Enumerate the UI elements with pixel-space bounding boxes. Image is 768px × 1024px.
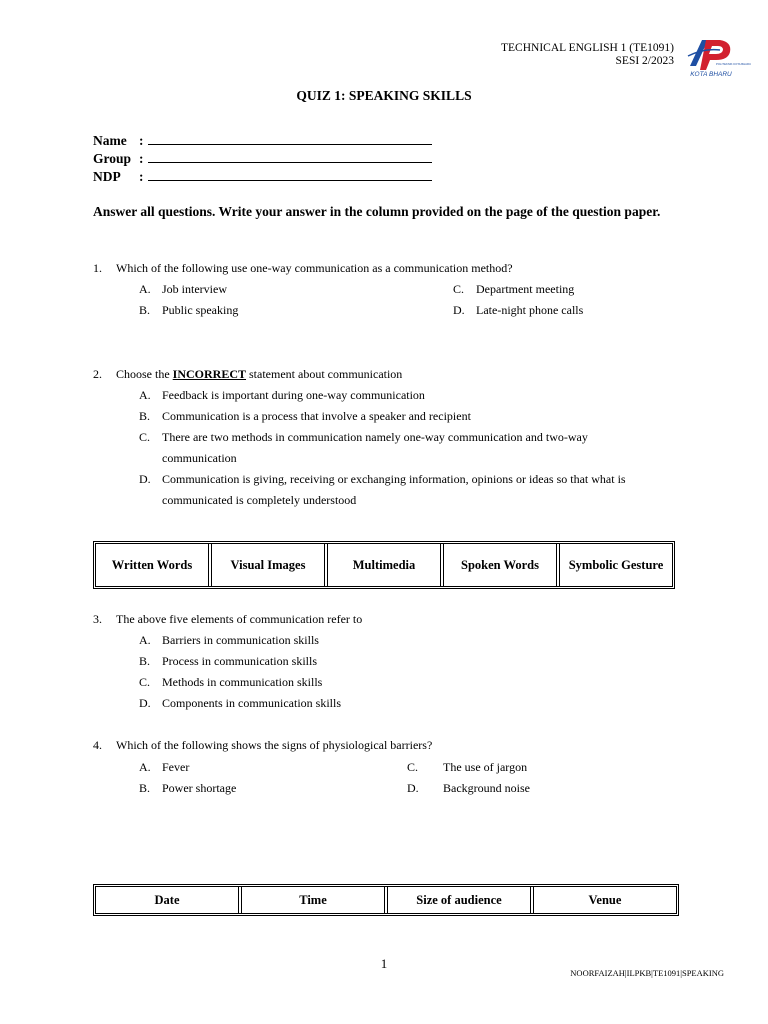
- table-cell: Written Words: [96, 544, 212, 586]
- q3-option-c: Methods in communication skills: [162, 675, 323, 689]
- institution-logo: [686, 36, 752, 78]
- question-2-text: Choose the INCORRECT statement about communication: [116, 367, 403, 381]
- q3-option-b: Process in communication skills: [162, 654, 317, 668]
- name-label: Name: [93, 133, 127, 148]
- q2-option-b: Communication is a process that involve a speaker and recipient: [162, 409, 471, 423]
- table-cell: Venue: [588, 892, 622, 907]
- q2-option-d-cont: communicated is completely understood: [162, 493, 357, 507]
- page-number: 1: [380, 956, 388, 971]
- q3-option-c-letter: C.: [139, 675, 151, 689]
- q1-option-b: Public speaking: [162, 303, 239, 317]
- q3-option-a-letter: A.: [139, 633, 151, 647]
- q4-option-a: Fever: [162, 760, 190, 774]
- q4-option-b-letter: B.: [139, 781, 151, 795]
- ndp-label: NDP: [93, 169, 121, 184]
- table-cell: Multimedia: [328, 544, 444, 586]
- name-field[interactable]: Name :: [93, 133, 432, 149]
- instructions: Answer all questions. Write your answer in the column provided on the page of the question paper.: [93, 204, 661, 219]
- question-4-text: Which of the following shows the signs of physiological barriers?: [116, 738, 433, 752]
- q1-option-d: Late-night phone calls: [476, 303, 584, 317]
- q1-option-b-letter: B.: [139, 303, 151, 317]
- question-3-number: 3.: [93, 612, 102, 626]
- q4-option-c-letter: C.: [407, 760, 419, 774]
- quiz-title: QUIZ 1: SPEAKING SKILLS: [296, 88, 472, 103]
- q4-option-d: Background noise: [443, 781, 530, 795]
- table-cell: Symbolic Gesture: [568, 557, 664, 572]
- q4-option-c: The use of jargon: [443, 760, 528, 774]
- table-cell: Date: [96, 887, 242, 913]
- q4-option-d-letter: D.: [407, 781, 419, 795]
- group-line: [148, 151, 432, 163]
- footer-text: NOORFAIZAH|ILPKB|TE1091|SPEAKING: [570, 968, 724, 978]
- session-label: SESI 2/2023: [615, 55, 674, 67]
- q3-option-a: Barriers in communication skills: [162, 633, 319, 647]
- course-title: TECHNICAL ENGLISH 1 (TE1091): [500, 42, 674, 54]
- question-1-text: Which of the following use one-way communication as a communication method?: [116, 261, 513, 275]
- question-1-number: 1.: [93, 261, 102, 275]
- q1-option-a: Job interview: [162, 282, 227, 296]
- q4-option-a-letter: A.: [139, 760, 151, 774]
- q1-option-c-letter: C.: [453, 282, 465, 296]
- q2-option-d: Communication is giving, receiving or exchanging information, opinions or ideas so that what is: [162, 472, 626, 486]
- q2-option-a-letter: A.: [139, 388, 151, 402]
- speech-details-table: [93, 884, 679, 916]
- q3-option-b-letter: B.: [139, 654, 151, 668]
- question-4-number: 4.: [93, 738, 102, 752]
- q2-option-d-letter: D.: [139, 472, 151, 486]
- ndp-line: [148, 169, 432, 181]
- q2-option-c-cont: communication: [162, 451, 237, 465]
- group-field[interactable]: Group :: [93, 151, 432, 167]
- logo-small-text: POLITEKNIK KOTA BHARU: [716, 62, 752, 66]
- q2-option-c-letter: C.: [139, 430, 151, 444]
- table-cell: Time: [242, 887, 388, 913]
- q1-option-c: Department meeting: [476, 282, 575, 296]
- document-header: [501, 42, 674, 68]
- question-3-text: The above five elements of communication refer to: [116, 612, 363, 626]
- ndp-field[interactable]: NDP :: [93, 169, 432, 185]
- q1-option-d-letter: D.: [453, 303, 465, 317]
- communication-elements-table: [93, 541, 675, 589]
- q1-option-a-letter: A.: [139, 282, 151, 296]
- incorrect-emphasis: INCORRECT: [172, 367, 247, 381]
- q2-option-c: There are two methods in communication namely one-way communication and two-way: [162, 430, 588, 444]
- q2-option-a: Feedback is important during one-way communication: [162, 388, 425, 402]
- q3-option-d-letter: D.: [139, 696, 151, 710]
- q2-option-b-letter: B.: [139, 409, 151, 423]
- question-2-number: 2.: [93, 367, 102, 381]
- group-label: Group: [93, 151, 132, 166]
- q4-option-b: Power shortage: [162, 781, 237, 795]
- table-cell: Spoken Words: [444, 544, 560, 586]
- table-cell: Size of audience: [388, 887, 534, 913]
- q3-option-d: Components in communication skills: [162, 696, 341, 710]
- name-line: [148, 133, 432, 145]
- logo-text: KOTA BHARU: [690, 71, 732, 78]
- table-cell: Visual Images: [212, 544, 328, 586]
